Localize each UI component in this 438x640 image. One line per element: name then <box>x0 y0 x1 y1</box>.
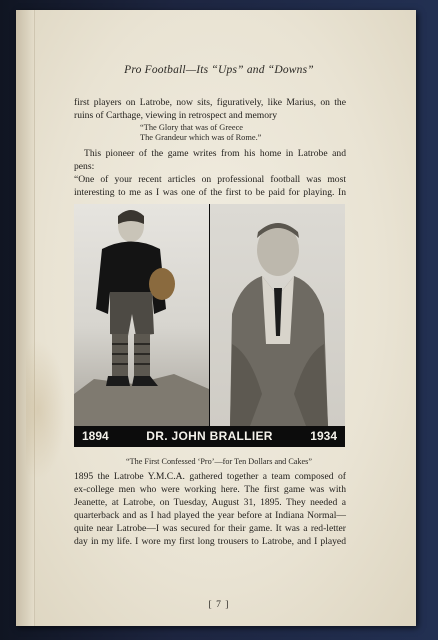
year-left: 1894 <box>82 429 109 443</box>
photo-1934-portrait <box>210 204 345 426</box>
body-line: Jeanette, at Latrobe, on Tuesday, August 31, 1895. They needed a <box>74 497 346 508</box>
player-name: DR. JOHN BRALLIER <box>146 429 273 443</box>
body-line: pens: <box>74 161 95 172</box>
body-line: quarterback and as I had played the year before at Indiana Normal— <box>74 510 346 521</box>
body-line: ruins of Carthage, viewing in retrospect and memory <box>74 110 278 121</box>
body-line: “One of your recent articles on professional football was most <box>74 174 346 185</box>
year-right: 1934 <box>310 429 337 443</box>
page-gutter <box>16 10 35 626</box>
quote-line: The Grandeur which was of Rome.” <box>140 133 262 142</box>
quote-line: “The Glory that was of Greece <box>140 123 244 132</box>
body-line: quite near Latrobe—I was secured for their game. It was a red-letter <box>74 523 346 534</box>
body-line: 1895 the Latrobe Y.M.C.A. gathered together a team composed of <box>74 471 346 482</box>
page-number: [ 7 ] <box>208 599 230 610</box>
running-head: Pro Football—Its “Ups” and “Downs” <box>124 64 314 76</box>
body-line: This pioneer of the game writes from his home in Latrobe and <box>84 148 346 159</box>
football-player-figure <box>74 204 209 426</box>
suited-man-figure <box>210 204 345 426</box>
body-line: ex-college men who were working here. The first game was with <box>74 484 346 495</box>
photo-caption: “The First Confessed ‘Pro’—for Ten Dollars and Cakes” <box>126 457 312 466</box>
body-line: interesting to me as I was one of the first to be paid for playing. In <box>74 187 346 198</box>
photo-plate <box>74 204 345 447</box>
body-line: day in my life. I wore my first long trousers to Latrobe, and I played <box>74 536 346 547</box>
body-line: first players on Latrobe, now sits, figuratively, like Marius, on the <box>74 97 346 108</box>
photo-1894-player <box>74 204 209 426</box>
photo-caption-bar <box>74 426 345 447</box>
